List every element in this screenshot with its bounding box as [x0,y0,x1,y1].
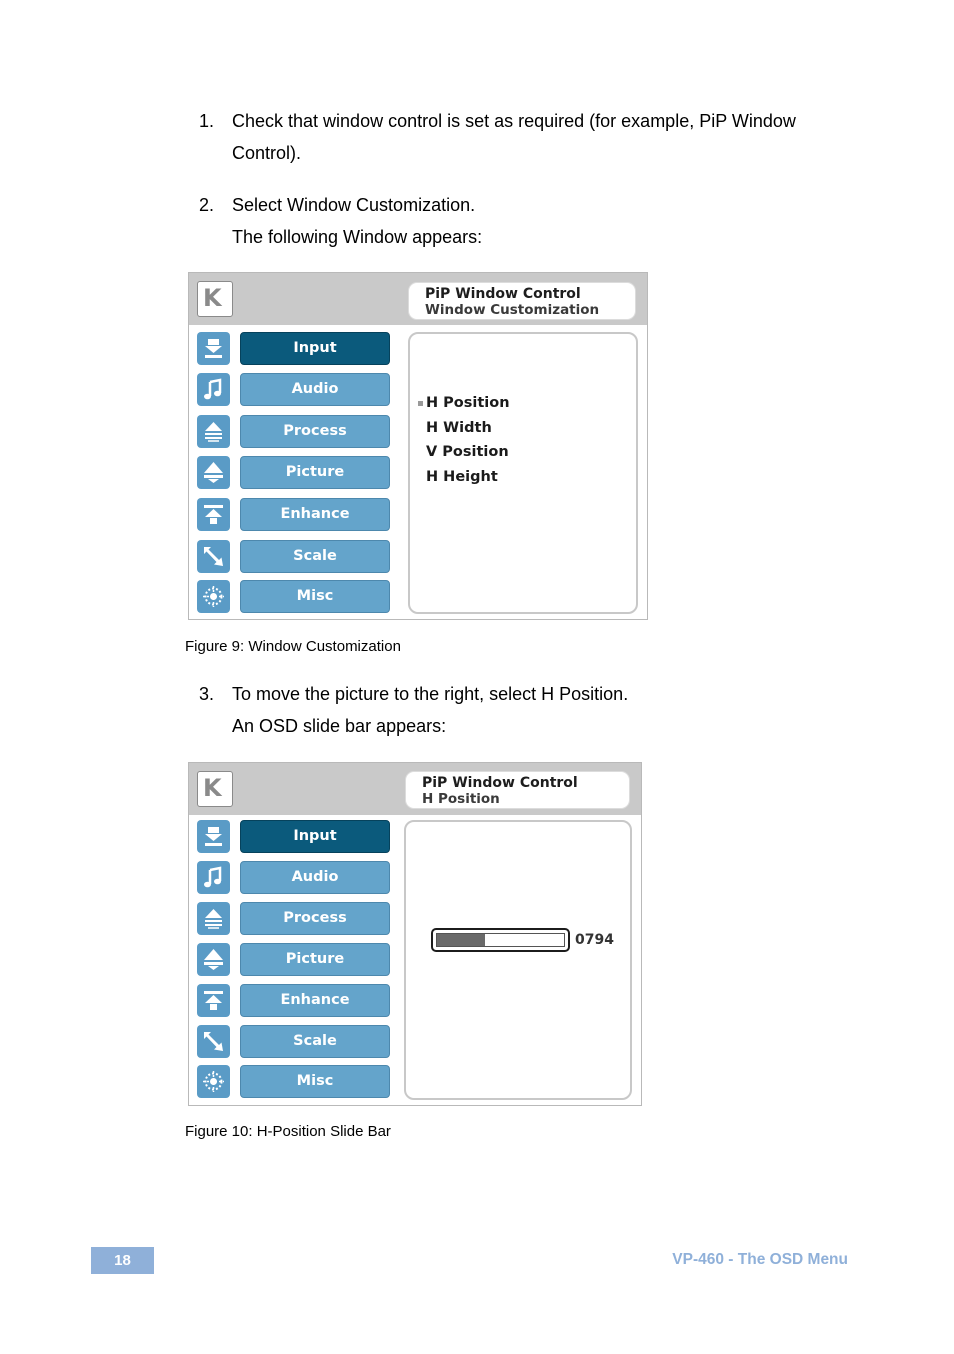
process-button[interactable]: Process [240,415,390,448]
option-h-position[interactable]: H Position [426,395,510,411]
options-panel [408,332,638,614]
audio-icon [197,861,230,894]
step-text-cont: An OSD slide bar appears: [232,716,447,736]
slider-track [436,933,565,947]
misc-button[interactable]: Misc [240,1065,390,1098]
option-h-width[interactable]: H Width [426,420,492,436]
step-text: To move the picture to the right, select H Position. [232,684,629,704]
picture-icon [197,456,230,489]
enhance-button[interactable]: Enhance [240,984,390,1017]
slider-fill [437,934,485,946]
enhance-icon [197,498,230,531]
step-number: 3. [199,684,215,704]
osd-h-position [188,762,642,1106]
misc-icon [197,580,230,613]
osd-header [189,763,641,815]
slider-value: 0794 [575,932,614,948]
enhance-icon [197,984,230,1017]
step-text: Select Window Customization. [232,195,476,215]
option-v-position[interactable]: V Position [426,444,509,460]
picture-button[interactable]: Picture [240,456,390,489]
scale-button[interactable]: Scale [240,540,390,573]
audio-button[interactable]: Audio [240,861,390,894]
figure-9-caption: Figure 9: Window Customization [185,638,401,655]
audio-icon [197,373,230,406]
osd-title-box [408,282,636,320]
option-h-height[interactable]: H Height [426,469,498,485]
step-text: Check that window control is set as required (for example, PiP Window [232,111,796,131]
kramer-logo: K [197,771,233,807]
step-text-cont: Control). [232,143,302,163]
process-button[interactable]: Process [240,902,390,935]
picture-icon [197,943,230,976]
step-number: 2. [199,195,215,215]
process-icon [197,415,230,448]
osd-header [189,273,647,325]
osd-title: PiP Window Control [425,286,581,302]
step-text-cont: The following Window appears: [232,227,483,247]
osd-window-customization [188,272,648,620]
picture-button[interactable]: Picture [240,943,390,976]
misc-button[interactable]: Misc [240,580,390,613]
osd-subtitle: Window Customization [425,302,600,318]
figure-10-caption: Figure 10: H-Position Slide Bar [185,1123,391,1140]
slider-panel [404,820,632,1100]
selection-marker [418,401,423,406]
input-button[interactable]: Input [240,332,390,365]
footer-title: VP-460 - The OSD Menu [672,1251,848,1268]
audio-button[interactable]: Audio [240,373,390,406]
osd-subtitle: H Position [422,791,500,807]
input-button[interactable]: Input [240,820,390,853]
kramer-logo: K [197,281,233,317]
scale-button[interactable]: Scale [240,1025,390,1058]
osd-title-box [405,771,630,809]
misc-icon [197,1065,230,1098]
input-icon [197,332,230,365]
enhance-button[interactable]: Enhance [240,498,390,531]
step-number: 1. [199,111,215,131]
scale-icon [197,540,230,573]
process-icon [197,902,230,935]
page-number: 18 [91,1247,154,1274]
h-position-slider[interactable] [431,928,570,952]
input-icon [197,820,230,853]
scale-icon [197,1025,230,1058]
osd-title: PiP Window Control [422,775,578,791]
